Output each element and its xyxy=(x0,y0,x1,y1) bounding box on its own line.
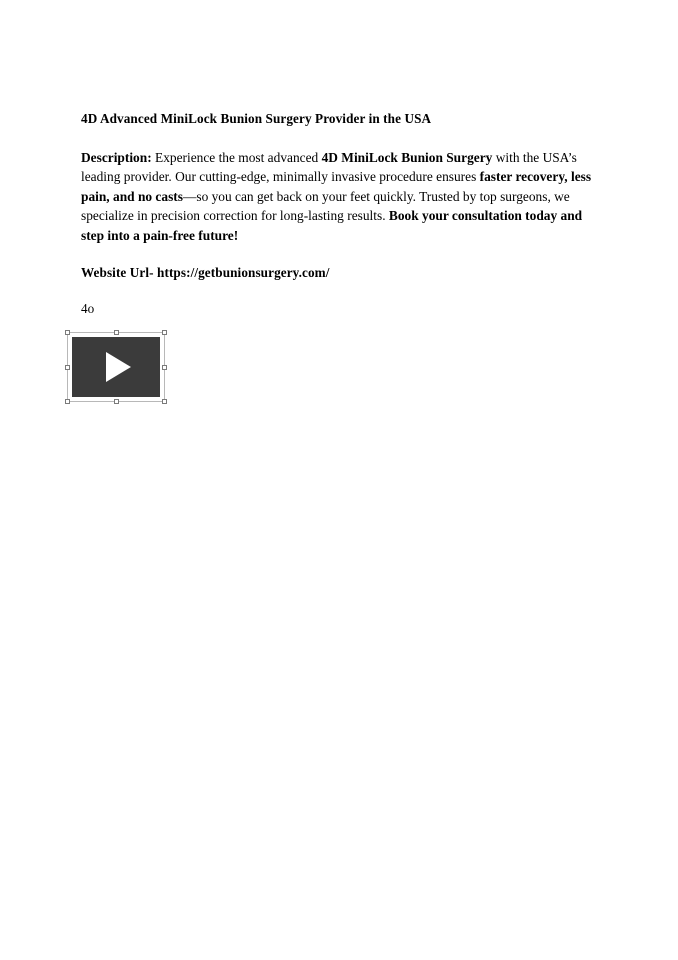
description-segment-1: Experience the most advanced xyxy=(151,149,322,165)
resize-handle-top-left[interactable] xyxy=(65,330,70,335)
resize-handle-top-center[interactable] xyxy=(114,330,119,335)
description-bold-2: faster recovery, less pain, and no casts xyxy=(81,169,592,204)
resize-handle-middle-left[interactable] xyxy=(65,365,70,370)
description-segment-3: —so you can get back on your feet quickly. Trusted by top surgeons, we specialize in precision correction for long-lasting results. xyxy=(81,188,570,224)
website-url-line[interactable]: Website Url- https://getbunionsurgery.com/ xyxy=(81,265,330,280)
description-paragraph xyxy=(81,148,593,245)
play-icon[interactable] xyxy=(106,352,131,382)
document-body xyxy=(81,110,593,317)
description-segment-2: with the USA’s leading provider. Our cutting-edge, minimally invasive procedure ensures xyxy=(81,149,577,185)
description-bold-1: 4D MiniLock Bunion Surgery xyxy=(321,149,493,165)
resize-handle-middle-right[interactable] xyxy=(162,365,167,370)
resize-handle-top-right[interactable] xyxy=(162,330,167,335)
model-note: 4o xyxy=(81,301,95,316)
resize-handle-bottom-right[interactable] xyxy=(162,399,167,404)
resize-handle-bottom-center[interactable] xyxy=(114,399,119,404)
description-bold-3: Book your consultation today and step into a pain-free future! xyxy=(81,208,583,243)
resize-handle-bottom-left[interactable] xyxy=(65,399,70,404)
page-title: 4D Advanced MiniLock Bunion Surgery Provider in the USA xyxy=(81,111,432,126)
description-label: Description: xyxy=(81,149,152,165)
video-thumbnail[interactable] xyxy=(72,337,160,397)
video-placeholder[interactable] xyxy=(67,332,165,402)
